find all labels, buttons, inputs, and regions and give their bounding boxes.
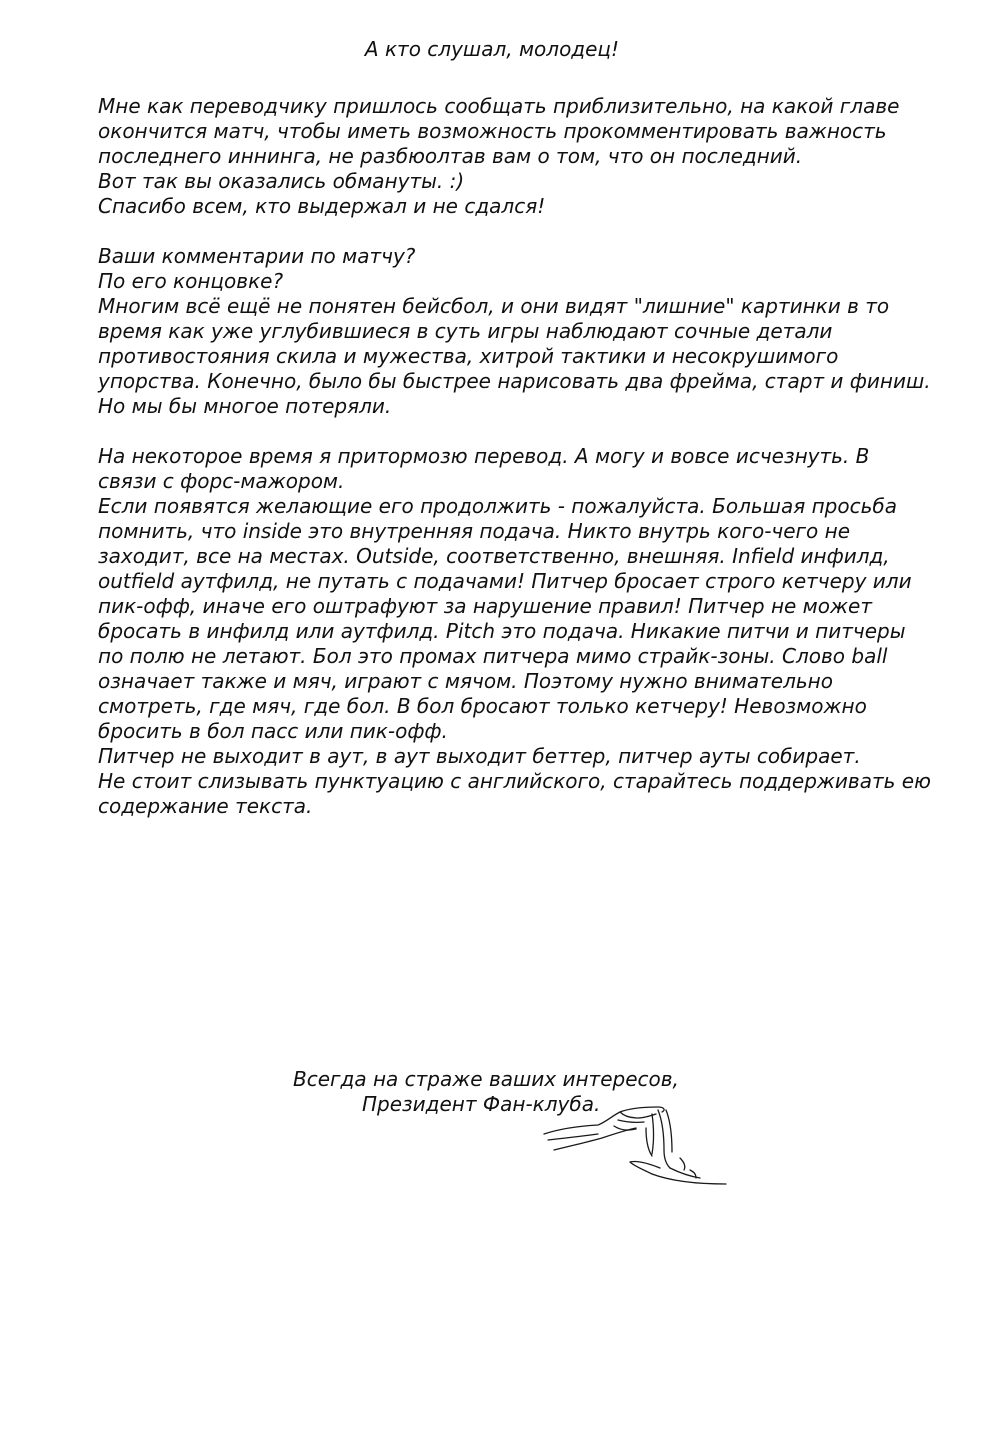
signature-line-2: Президент Фан-клуба. xyxy=(362,1092,601,1116)
text-line: помнить, что inside это внутренняя подача. Никто внутрь кого-чего не xyxy=(98,519,851,543)
hands-illustration xyxy=(540,1098,730,1188)
text-line: Но мы бы многое потеряли. xyxy=(98,394,392,418)
text-line: время как уже углубившиеся в суть игры наблюдают сочные детали xyxy=(98,319,833,343)
text-line: содержание текста. xyxy=(98,794,313,818)
text-line: Ваши комментарии по матчу? xyxy=(98,244,416,268)
paragraph-translation-guide xyxy=(98,444,938,819)
text-line: пик-офф, иначе его оштрафуют за нарушение правил! Питчер не может xyxy=(98,594,872,618)
text-line: Мне как переводчику пришлось сообщать приблизительно, на какой главе xyxy=(98,94,900,118)
paragraph-translator-note xyxy=(98,94,938,219)
text-line: противостояния скила и мужества, хитрой тактики и несокрушимого xyxy=(98,344,839,368)
text-line: Не стоит слизывать пунктуацию с английского, старайтесь поддерживать ею xyxy=(98,769,931,793)
page-heading: А кто слушал, молодец! xyxy=(364,37,620,61)
text-line: Вот так вы оказались обмануты. :) xyxy=(98,169,465,193)
text-line: означает также и мяч, играют с мячом. Поэтому нужно внимательно xyxy=(98,669,833,693)
text-line: заходит, все на местах. Outside, соответственно, внешняя. Infield инфилд, xyxy=(98,544,890,568)
text-line: Если появятся желающие его продолжить - пожалуйста. Большая просьба xyxy=(98,494,897,518)
text-line: по полю не летают. Бол это промах питчера мимо страйк-зоны. Слово ball xyxy=(98,644,888,668)
text-line: последнего иннинга, не разбюолтав вам о том, что он последний. xyxy=(98,144,803,168)
text-line: связи с форс-мажором. xyxy=(98,469,345,493)
signature-line-1: Всегда на страже ваших интересов, xyxy=(293,1067,679,1091)
text-line: бросить в бол пасс или пик-офф. xyxy=(98,719,448,743)
text-line: смотреть, где мяч, где бол. В бол бросают только кетчеру! Невозможно xyxy=(98,694,867,718)
text-line: По его концовке? xyxy=(98,269,284,293)
text-line: Многим всё ещё не понятен бейсбол, и они видят "лишние" картинки в то xyxy=(98,294,890,318)
text-line: outfield аутфилд, не путать с подачами! Питчер бросает строго кетчеру или xyxy=(98,569,912,593)
text-line: окончится матч, чтобы иметь возможность прокомментировать важность xyxy=(98,119,887,143)
text-line: Питчер не выходит в аут, в аут выходит беттер, питчер ауты собирает. xyxy=(98,744,861,768)
text-line: упорства. Конечно, было бы быстрее нарисовать два фрейма, старт и финиш. xyxy=(98,369,931,393)
text-line: бросать в инфилд или аутфилд. Pitch это подача. Никакие питчи и питчеры xyxy=(98,619,906,643)
text-line: На некоторое время я притормозю перевод. А могу и вовсе исчезнуть. В xyxy=(98,444,870,468)
paragraph-match-comments xyxy=(98,244,938,419)
text-line: Спасибо всем, кто выдержал и не сдался! xyxy=(98,194,546,218)
